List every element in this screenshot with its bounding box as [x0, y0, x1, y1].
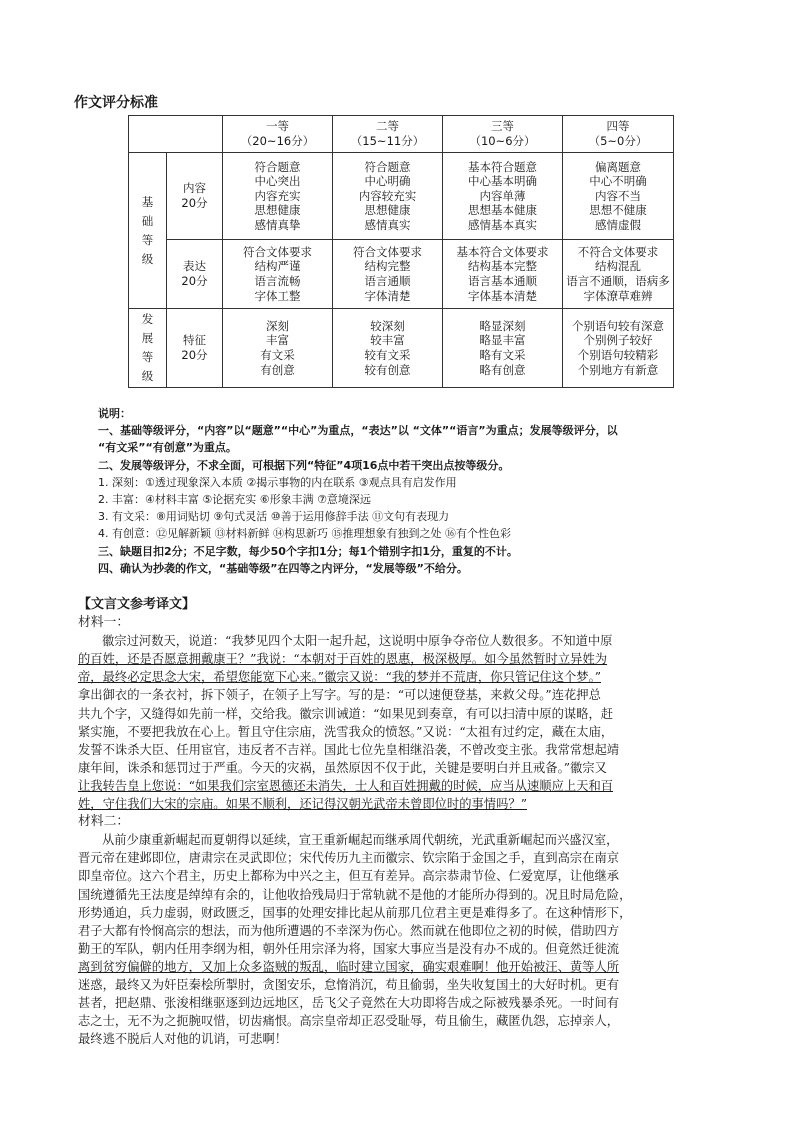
cell-line: 内容单薄 — [479, 188, 526, 203]
cell-line: 一等 — [266, 119, 289, 134]
cell-line: 基 — [141, 194, 154, 209]
translation-section — [78, 596, 728, 1048]
table-header-row — [129, 116, 674, 153]
material2-line: 即皇帝位。这六个君主，历史上都称为中兴之主，但互有差异。高宗恭肃节俭、仁爱宽厚，让他继承 — [78, 869, 620, 884]
material2-label: 材料二： — [78, 814, 130, 830]
cell-line: 有创意 — [260, 362, 295, 377]
material1-line: 拿出御衣的一条衣衬，拆下领子，在领子上写字。写的是：“可以速便登基，来救父母。”连花押总 — [78, 688, 601, 703]
cell-line: 结构基本完整 — [468, 259, 537, 274]
cell-line: 思想健康 — [364, 203, 411, 218]
material1-line: 共九个字，又缝得如先前一样，交给我。徽宗训诫道：“如果见到奏章，有可以扫清中原的谋略，赶 — [78, 706, 614, 721]
scoring-table — [128, 115, 674, 388]
note-line: 二、发展等级评分，不求全面，可根据下列“特征”4项16点中若干突出点按等级分。 — [98, 458, 510, 472]
cell-line: 二等 — [376, 119, 399, 134]
cell-line: 等 — [141, 350, 154, 364]
cell-line: 语言通顺 — [364, 274, 411, 288]
table-cell — [223, 309, 333, 388]
cell-line: 字体清楚 — [364, 288, 411, 303]
cell-line: 丰富 — [266, 333, 289, 348]
cell-line: 20分 — [181, 348, 208, 362]
cell-line: 基本符合题意 — [468, 159, 537, 174]
table-corner-cell — [129, 116, 223, 153]
translation-heading: 【文言文参考译文】 — [78, 597, 196, 612]
cell-line: 级 — [141, 251, 154, 266]
note-line: 三、缺题目扣2分；不足字数，每少50个字扣1分；每1个错别字扣1分，重复的不计。 — [98, 544, 518, 558]
cell-line: 级 — [141, 369, 154, 383]
cell-line: 思想基本健康 — [468, 203, 537, 218]
cell-line: 感情真实 — [364, 217, 411, 232]
cell-line: （5~0分） — [588, 134, 648, 148]
cell-line: 字体基本清楚 — [468, 288, 537, 303]
cell-line: 略显深刻 — [479, 318, 526, 333]
cell-line: （20~16分） — [240, 134, 315, 148]
table-cell — [333, 309, 443, 388]
material2-line: 勤王的军队，朝内任用李纲为相，朝外任用宗泽为将，国家大事应当是没有办不成的。但竟然迁徙流 — [78, 941, 620, 956]
cell-line: 较丰富 — [370, 333, 405, 348]
cell-line: 中心基本明确 — [468, 174, 537, 189]
material2-line: 志之士，无不为之扼腕叹惜，切齿痛恨。高宗皇帝却正忍受耻辱，苟且偷生，藏匿仇怨，忘掉亲人， — [78, 1014, 620, 1029]
cell-line: 20分 — [181, 196, 208, 210]
note-line: 3. 有文采：⑧用词贴切 ⑨句式灵活 ⑩善于运用修辞手法 ⑪文句有表现力 — [98, 510, 450, 524]
cell-line: 四等 — [606, 119, 630, 134]
cell-line: 语言基本通顺 — [468, 274, 537, 288]
cell-line: 感情虚假 — [595, 217, 641, 232]
material1-line: 的百姓，还是否愿意拥戴康王？”我说：“本朝对于百姓的恩惠，极深极厚。如今虽然暂时立异姓为 — [78, 652, 608, 667]
material1-label: 材料一： — [78, 615, 130, 631]
cell-line: 结构完整 — [364, 259, 411, 274]
cell-line: 个别例子较好 — [583, 333, 653, 348]
note-line: “有文采”“有创意”为重点。 — [98, 441, 237, 455]
cell-line: 思想健康 — [254, 203, 301, 218]
table-cell — [223, 240, 333, 309]
cell-line: 础 — [141, 213, 154, 228]
grade-header-4 — [563, 116, 674, 153]
cell-line: 语言流畅 — [254, 274, 301, 288]
table-cell — [563, 153, 674, 240]
cell-line: 字体潦草难辨 — [583, 288, 653, 303]
cell-line: 思想不健康 — [589, 203, 647, 218]
cell-line: 内容较充实 — [358, 188, 417, 203]
note-line: 1. 深刻：①透过现象深入本质 ②揭示事物的内在联系 ③观点具有启发作用 — [98, 475, 457, 489]
cell-line: 感情基本真实 — [468, 217, 537, 232]
cell-line: 结构混乱 — [595, 259, 641, 274]
note-line: 4. 有创意：⑫见解新颖 ⑬材料新鲜 ⑭构思新巧 ⑮推理想象有独到之处 ⑯有个性色彩 — [98, 527, 511, 541]
cell-line: 内容 — [183, 181, 206, 196]
grade-header-1 — [223, 116, 333, 153]
table-cell — [443, 240, 563, 309]
material1-line: 帝，最终必定思念大宋，希望您能宽下心来。”徽宗又说：“我的梦并不荒唐，你只管记住这个梦。” — [78, 670, 602, 685]
material1-line: 姓，守住我们大宋的宗庙。如果不顺利，还记得汉朝光武帝未曾即位时的事情吗？” — [78, 797, 527, 812]
table-cell — [333, 240, 443, 309]
note-line: 2. 丰富：④材料丰富 ⑤论据充实 ⑥形象丰满 ⑦意境深远 — [98, 493, 371, 507]
material1-line: 紧实施，不要把我放在心上。暂且守住宗庙，洗雪我众的愤怒。”又说：“太祖有过约定，藏在太庙， — [78, 724, 614, 739]
category-development — [129, 309, 167, 388]
cell-line: 语言不通顺，语病多 — [566, 274, 670, 288]
cell-line: （15~11分） — [350, 134, 425, 148]
cell-line: 较有文采 — [364, 348, 411, 362]
subcategory-expression — [167, 240, 223, 309]
cell-line: 较深刻 — [370, 318, 405, 333]
material2-line: 国统遵循先王法度是绰绰有余的，让他收拾残局归于常轨就不是他的才能所办得到的。况且时局危险， — [78, 887, 632, 902]
scoring-notes — [98, 405, 738, 577]
table-cell — [443, 309, 563, 388]
cell-line: 偏离题意 — [595, 159, 641, 174]
cell-line: 发 — [141, 312, 154, 326]
cell-line: 不符合文体要求 — [577, 244, 659, 259]
cell-line: 符合题意 — [254, 159, 301, 174]
grade-header-3 — [443, 116, 563, 153]
table-cell — [563, 240, 674, 309]
cell-line: 20分 — [181, 274, 208, 288]
cell-line: 略显丰富 — [479, 333, 526, 348]
cell-line: 略有创意 — [479, 362, 526, 377]
table-cell — [223, 153, 333, 240]
table-cell — [563, 309, 674, 388]
cell-line: 较有创意 — [364, 362, 411, 377]
cell-line: 略有文采 — [479, 348, 526, 362]
material2-line: 迷惑，最终又为奸臣秦桧所掣肘，贪图安乐，怠惰消沉，苟且偷弱，坐失收复国土的大好时机。更有 — [78, 977, 620, 992]
material2-line: 从前少康重新崛起而夏朝得以延续，宣王重新崛起而继承周代朝统，光武重新崛起而兴盛汉室， — [102, 833, 619, 848]
cell-line: 个别语句较精彩 — [577, 348, 659, 362]
page-title: 作文评分标准 — [74, 95, 158, 111]
cell-line: （10~6分） — [469, 134, 536, 148]
cell-line: 个别地方有新意 — [577, 362, 659, 377]
cell-line: 符合题意 — [364, 159, 411, 174]
material1-line: 徽宗过河数天，说道：“我梦见四个太阳一起升起，这说明中原争夺帝位人数很多。不知道中原 — [102, 634, 613, 649]
cell-line: 中心明确 — [364, 174, 411, 189]
category-basic — [129, 153, 167, 309]
material2-line: 离到贫穷偏僻的地方，又加上众多盗贼的叛乱，临时建立国家，确实艰难啊！他开始被汪、黄等人所 — [78, 959, 620, 974]
cell-line: 中心不明确 — [589, 174, 647, 189]
subcategory-content — [167, 153, 223, 240]
material1-line: 康年间，诛杀和惩罚过于严重。今天的灾祸，虽然原因不仅于此，关键是要明白并且戒备。”徽宗又 — [78, 760, 607, 775]
cell-line: 结构严谨 — [254, 259, 301, 274]
cell-line: 感情真挚 — [254, 217, 301, 232]
cell-line: 深刻 — [266, 318, 289, 333]
cell-line: 表达 — [183, 259, 206, 274]
table-cell — [443, 153, 563, 240]
cell-line: 个别语句较有深意 — [572, 318, 664, 333]
cell-line: 字体工整 — [254, 288, 301, 303]
table-row-expression — [129, 240, 674, 309]
note-line: 四、确认为抄袭的作文，“基础等级”在四等之内评分，“发展等级”不给分。 — [98, 561, 468, 575]
cell-line: 内容充实 — [254, 188, 301, 203]
cell-line: 符合文体要求 — [353, 244, 422, 259]
material2-line: 形势通迫，兵力虚弱，财政匮乏，国事的处理安排比起从前那几位君主更是难得多了。在这种情形下， — [78, 905, 632, 920]
note-line: 一、基础等级评分，“内容”以“题意”“中心”为重点，“表达”以 “文体”“语言”为重点；发展等级评分，以 — [98, 424, 618, 438]
table-row-feature — [129, 309, 674, 388]
cell-line: 内容不当 — [595, 188, 641, 203]
table-row-content — [129, 153, 674, 240]
material1-line: 发誓不诛杀大臣、任用宦官，违反者不吉祥。国此七位先皇相继沿袭，不曾改变主张。我常常想起靖 — [78, 742, 620, 757]
cell-line: 有文采 — [260, 348, 295, 362]
grade-header-2 — [333, 116, 443, 153]
material1-line: 让我转告皇上您说：“如果我们宗室恩德还未消失，士人和百姓拥戴的时候，应当从速顺应上天和百 — [78, 778, 614, 793]
cell-line: 三等 — [491, 119, 514, 134]
material2-line: 晋元帝在建邺即位，唐肃宗在灵武即位；宋代传历九主而徽宗、钦宗陷于金国之手，直到高宗在南京 — [78, 851, 620, 866]
notes-title: 说明： — [98, 407, 131, 420]
cell-line: 基本符合文体要求 — [456, 244, 549, 259]
material2-line: 甚者，把赵鼎、张浚相继驱逐到边远地区，岳飞父子竟然在大功即将告成之际被残暴杀死。一时间有 — [78, 996, 620, 1011]
cell-line: 等 — [141, 232, 154, 247]
table-cell — [333, 153, 443, 240]
cell-line: 展 — [141, 331, 154, 345]
subcategory-feature — [167, 309, 223, 388]
material2-line: 君子大都有怜悯高宗的想法，而为他所遭遇的不幸深为伤心。然而就在他即位之初的时候，借助四方 — [78, 923, 620, 938]
cell-line: 符合文体要求 — [243, 244, 312, 259]
cell-line: 中心突出 — [254, 174, 301, 189]
material2-line: 最终逃不脱后人对他的讥诮，可悲啊！ — [78, 1032, 288, 1047]
cell-line: 特征 — [183, 333, 206, 348]
